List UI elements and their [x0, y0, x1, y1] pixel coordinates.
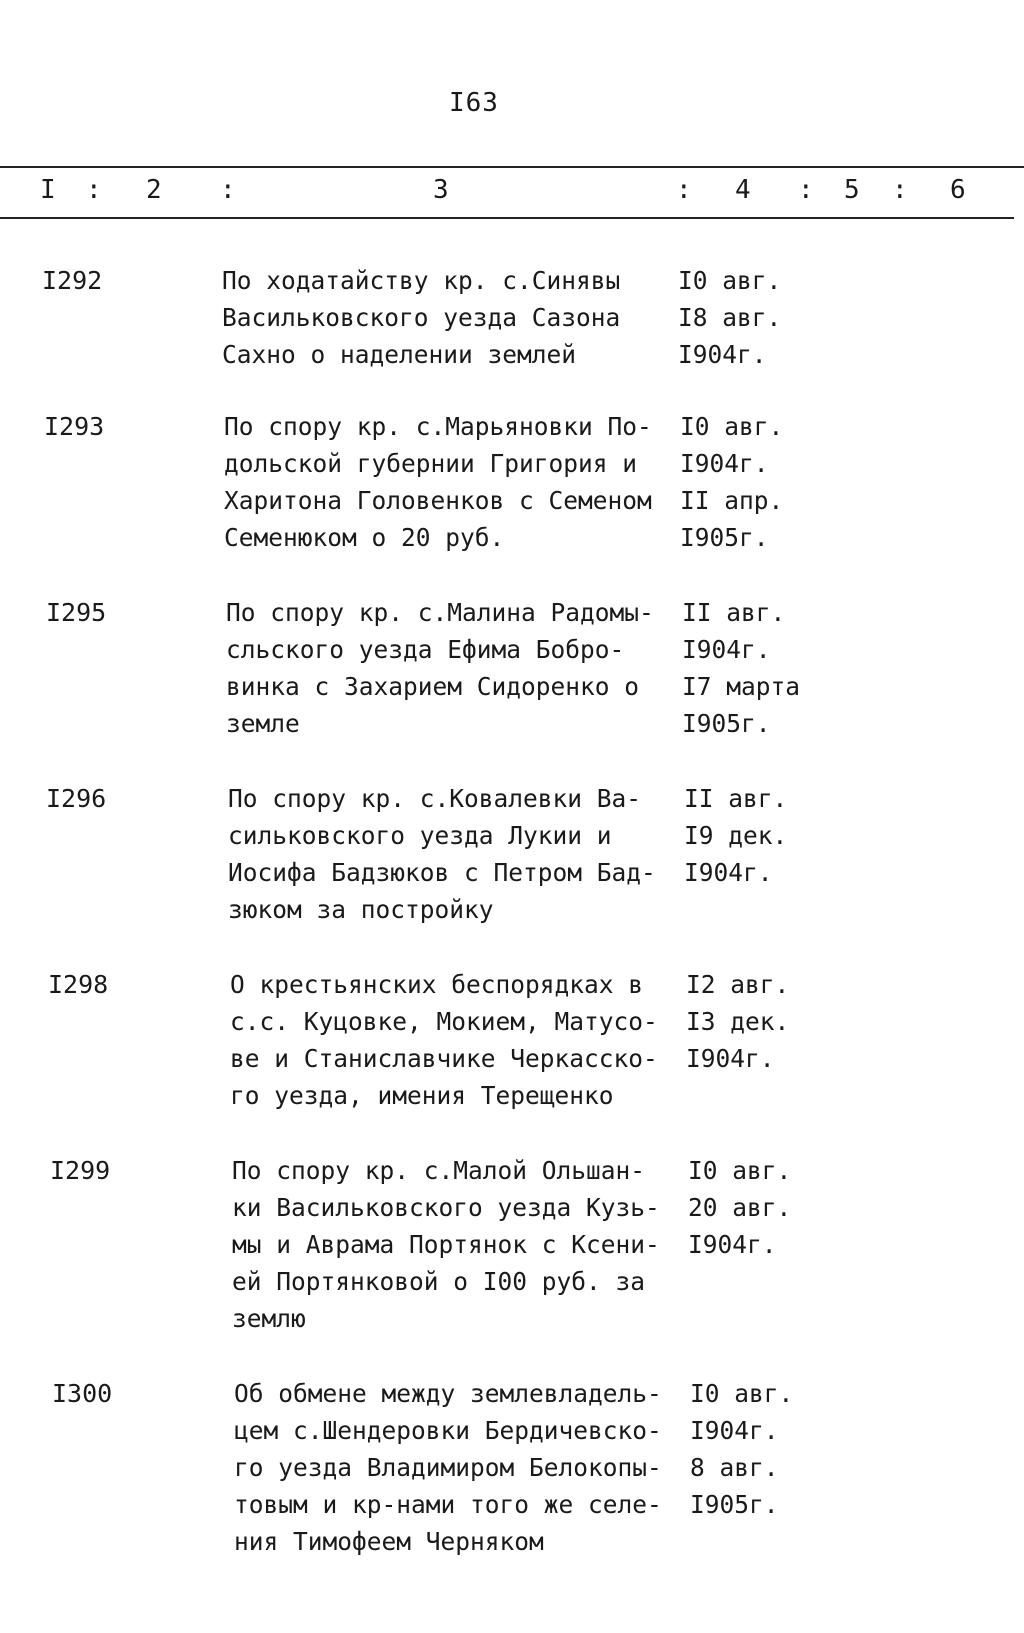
description-line: дольской губернии Григория и: [224, 449, 638, 478]
description-line: Васильковского уезда Сазона: [222, 303, 621, 332]
date-line: I3 дек.: [686, 1007, 790, 1036]
date-line: I0 авг.: [680, 412, 784, 441]
column-header-1: I: [40, 175, 56, 205]
date-line: I7 марта: [682, 672, 801, 701]
entry-dates: [686, 966, 789, 1077]
column-separator: :: [86, 175, 102, 205]
date-line: II авг.: [684, 784, 788, 813]
entry-dates: [690, 1375, 793, 1523]
description-line: сльского уезда Ефима Бобро-: [226, 635, 625, 664]
description-line: цем с.Шендеровки Бердичевско-: [234, 1416, 662, 1445]
date-line: 8 авг.: [690, 1453, 779, 1482]
date-line: I904г.: [682, 635, 771, 664]
date-line: I905г.: [682, 709, 771, 738]
description-line: Иосифа Бадзюков с Петром Бад-: [228, 858, 656, 887]
date-line: I904г.: [680, 449, 769, 478]
date-line: I0 авг.: [678, 266, 782, 295]
date-line: I2 авг.: [686, 970, 790, 999]
description-line: ве и Станиславчике Черкасско-: [230, 1044, 658, 1073]
header-bottom-rule: [0, 217, 1014, 219]
entry-dates: [678, 262, 781, 373]
date-line: I8 авг.: [678, 303, 782, 332]
date-line: I905г.: [690, 1490, 779, 1519]
description-line: землю: [232, 1304, 306, 1333]
entry-description: [222, 262, 620, 373]
description-line: винка с Захарием Сидоренко о: [226, 672, 640, 701]
description-line: По ходатайству кр. с.Синявы: [222, 266, 621, 295]
column-separator: :: [798, 175, 814, 205]
entry-description: [224, 408, 652, 556]
date-line: I9 дек.: [684, 821, 788, 850]
description-line: Харитона Головенков с Семеном: [224, 486, 652, 515]
entry-description: [234, 1375, 662, 1560]
column-separator: :: [676, 175, 692, 205]
entry-number: I295: [46, 598, 107, 627]
date-line: I904г.: [684, 858, 773, 887]
entry-number: I298: [48, 970, 109, 999]
description-line: Сахно о наделении землей: [222, 340, 577, 369]
description-line: По спору кр. с.Марьяновки По-: [224, 412, 652, 441]
column-header-4: 4: [735, 175, 751, 205]
entry-dates: [688, 1152, 791, 1263]
description-line: го уезда Владимиром Белокопы-: [234, 1453, 662, 1482]
description-line: Об обмене между землевладель-: [234, 1379, 662, 1408]
date-line: II апр.: [680, 486, 784, 515]
entry-description: [228, 780, 656, 928]
entry-dates: [680, 408, 783, 556]
entry-description: [230, 966, 658, 1114]
description-line: мы и Аврама Портянок с Ксени-: [232, 1230, 660, 1259]
description-line: го уезда, имения Терещенко: [230, 1081, 614, 1110]
description-line: зюком за постройку: [228, 895, 494, 924]
description-line: По спору кр. с.Малой Ольшан-: [232, 1156, 646, 1185]
entry-dates: [682, 594, 800, 742]
entry-number: I296: [46, 784, 107, 813]
description-line: ния Тимофеем Черняком: [234, 1527, 544, 1556]
date-line: I0 авг.: [690, 1379, 794, 1408]
description-line: Семенюком о 20 руб.: [224, 523, 505, 552]
description-line: О крестьянских беспорядках в: [230, 970, 644, 999]
description-line: По спору кр. с.Ковалевки Ва-: [228, 784, 642, 813]
date-line: I904г.: [686, 1044, 775, 1073]
date-line: I905г.: [680, 523, 769, 552]
description-line: с.с. Куцовке, Мокием, Матусо-: [230, 1007, 658, 1036]
date-line: 20 авг.: [688, 1193, 792, 1222]
description-line: земле: [226, 709, 300, 738]
entry-description: [226, 594, 654, 742]
entry-number: I300: [52, 1379, 113, 1408]
column-header-5: 5: [844, 175, 860, 205]
entry-dates: [684, 780, 787, 891]
column-header-6: 6: [950, 175, 966, 205]
column-header-2: 2: [146, 175, 162, 205]
entry-number: I293: [44, 412, 105, 441]
description-line: По спору кр. с.Малина Радомы-: [226, 598, 654, 627]
entry-description: [232, 1152, 660, 1337]
column-header-3: 3: [433, 175, 449, 205]
description-line: сильковского уезда Лукии и: [228, 821, 612, 850]
description-line: ей Портянковой о I00 руб. за: [232, 1267, 646, 1296]
date-line: I904г.: [688, 1230, 777, 1259]
page-number: I63: [449, 88, 499, 118]
description-line: ки Васильковского уезда Кузь-: [232, 1193, 660, 1222]
date-line: I904г.: [690, 1416, 779, 1445]
description-line: товым и кр-нами того же селе-: [234, 1490, 662, 1519]
entry-number: I299: [50, 1156, 111, 1185]
column-separator: :: [220, 175, 236, 205]
column-separator: :: [892, 175, 908, 205]
header-top-rule: [0, 166, 1024, 168]
entry-number: I292: [42, 266, 103, 295]
date-line: I0 авг.: [688, 1156, 792, 1185]
date-line: I904г.: [678, 340, 767, 369]
date-line: II авг.: [682, 598, 786, 627]
